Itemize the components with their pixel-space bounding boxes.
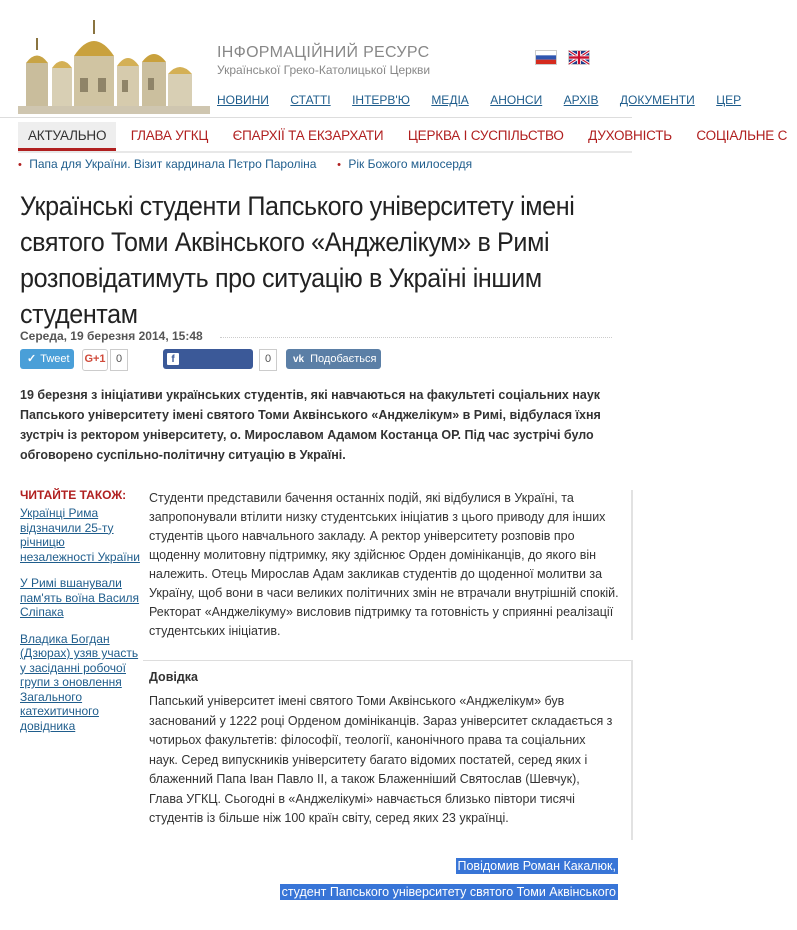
vk-like-button[interactable]: vk Подобається [286,349,381,369]
top-nav-articles[interactable]: СТАТТІ [290,93,331,107]
site-subtitle: Української Греко-Католицької Церкви [217,63,431,77]
read-also-title: ЧИТАЙТЕ ТАКОЖ: [20,488,127,502]
top-nav-news[interactable]: НОВИНИ [217,93,269,107]
read-also-list [20,506,140,745]
top-nav-church[interactable]: ЦЕР [716,93,742,107]
gplus-count: 0 [110,349,128,371]
top-nav [217,91,758,109]
right-border [631,490,633,640]
tweet-button[interactable]: ✓ Tweet [20,349,74,369]
main-nav-social[interactable]: СОЦІАЛЬНЕ С [696,128,788,143]
bullet-icon: • [18,159,22,171]
twitter-icon: ✓ [27,353,37,365]
facebook-icon: f [167,353,179,365]
reference-title: Довідка [149,670,198,684]
read-also-item[interactable]: Українці Рима відзначили 25-ту річницю незалежності України [20,506,140,564]
flag-uk-icon[interactable] [568,50,590,65]
reference-box [143,660,632,841]
main-nav-spirituality[interactable]: ДУХОВНІСТЬ [588,128,672,143]
article-date: Середа, 19 березня 2014, 15:48 [20,329,203,343]
flag-ru-icon[interactable] [535,50,557,65]
main-nav-current[interactable]: АКТУАЛЬНО [18,122,116,151]
right-border [631,660,633,840]
author-line: Повідомив Роман Какалюк, [457,859,616,873]
vk-icon: vk [293,354,305,365]
top-nav-interviews[interactable]: ІНТЕРВ'Ю [352,93,410,107]
date-divider [220,337,612,338]
top-nav-announcements[interactable]: АНОНСИ [490,93,543,107]
read-also-item[interactable]: У Римі вшанували пам'ять воїна Василя Сліпака [20,576,140,619]
main-nav-eparchies[interactable]: ЄПАРХІЇ ТА ЕКЗАРХАТИ [232,128,384,143]
church-logo[interactable] [18,18,210,114]
sub-nav [18,157,472,171]
read-also-item[interactable]: Владика Богдан (Дзюрах) узяв участь у засіданні робочої групи з оновлення Загального катехитичного довідника [20,631,139,733]
article-title: Українські студенти Папського університету імені святого Томи Аквінського «Анджелікум» в Римі розповідатимуть про ситуацію в Україні іншим студентам [20,191,575,329]
main-nav-head-ugcc[interactable]: ГЛАВА УГКЦ [130,128,209,143]
facebook-like-button[interactable]: fПодобається [163,349,253,369]
top-nav-media[interactable]: МЕДІА [431,93,469,107]
top-nav-archive[interactable]: АРХІВ [563,93,599,107]
main-nav-divider [18,151,632,153]
author-affiliation: студент Папського університету святого Томи Аквінського [281,885,616,899]
sub-nav-item-pope-visit[interactable]: Папа для України. Візит кардинала Пєтро Пароліна [29,157,317,171]
main-nav [18,122,797,150]
gplus-button[interactable]: G+1 [82,349,108,371]
article-body: Студенти представили бачення останніх подій, які відбулися в Україні, та запропонували втілити низку студентських ініціатив з цього приводу для інших студентів цього навчального закладу. А ректор університету розповів про щоденну молитовну підтримку, яку здійснює Орден домініканців, до якого він належить. Отець Мирослав Адам закликав студентів до щоденної молитви за Україну, щоб вони в часи великих політичних змін не втрачали внутрішній спокій. Ректорат «Анджелікуму» висловив підтримку та готовність у сприянні реалізації студентських ініціатив. [149,491,619,638]
reference-text: Папський університет імені святого Томи Аквінського «Анджелікум» був заснований у 1222 році Орденом домініканців. Зараз університет складається з чотирьох факультетів: філософії, теології, канонічного права та соціальних наук. Серед випускників університету багато відомих постатей, серед яких і блаженний Папа Іван Павло II, а також Блаженніший Святослав (Шевчук), Глава УГКЦ. Сьогодні в «Анджелікумі» навчається близько півтори тисячі студентів із більше ніж 100 країн світу, серед яких 23 українці. [149,694,613,825]
header-divider [0,117,632,118]
facebook-count: 0 [259,349,277,371]
sub-nav-item-year-of-mercy[interactable]: Рік Божого милосердя [348,157,473,171]
article-lead: 19 березня з ініціативи українських студентів, які навчаються на факультеті соціальних наук Папського університету імені святого Томи Аквінського «Анджелікум» в Римі, відбулася їхня зустріч із ректором університету, о. Мирославом Адамом Костанца ОР. Під час зустрічі було обговорено суспільно-політичну ситуацію в Україні. [20,388,601,462]
site-title: ІНФОРМАЦІЙНИЙ РЕСУРС [217,44,430,61]
bullet-icon: • [337,159,341,171]
main-nav-church-society[interactable]: ЦЕРКВА І СУСПІЛЬСТВО [407,128,564,143]
top-nav-documents[interactable]: ДОКУМЕНТИ [619,93,695,107]
